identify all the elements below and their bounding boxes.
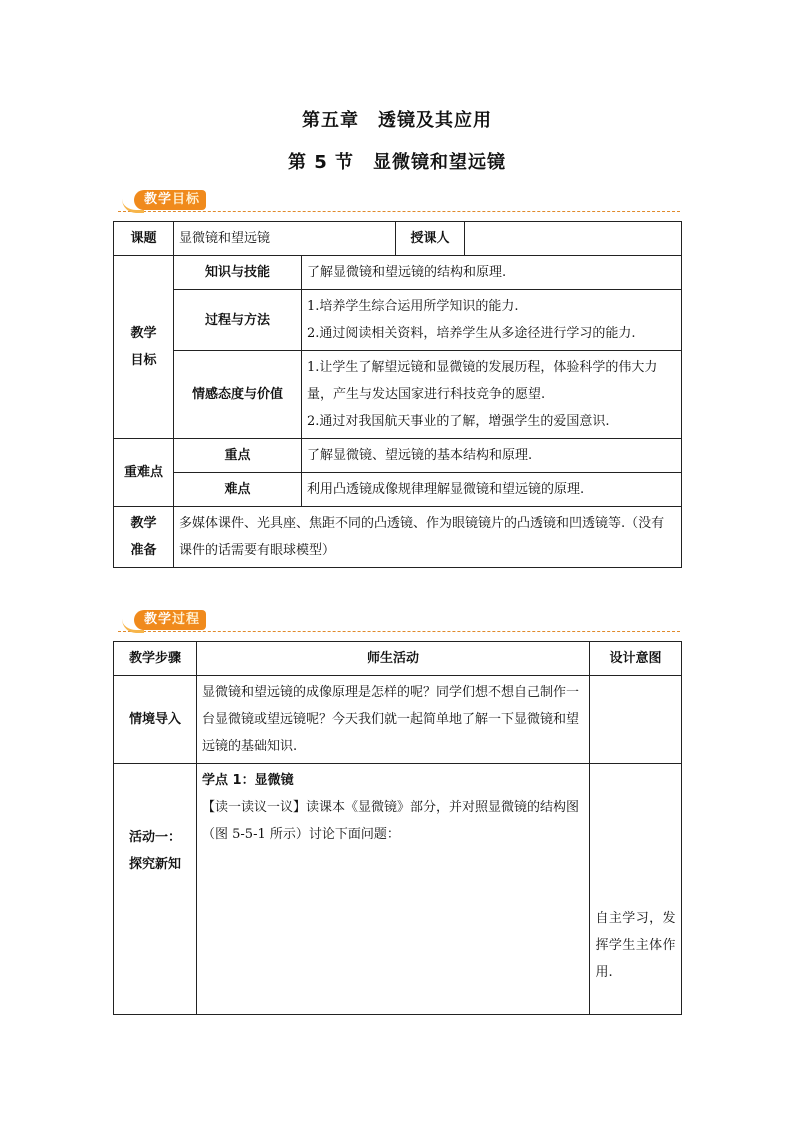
- prep-label: 教学 准备: [114, 507, 174, 568]
- diff-text: 利用凸透镜成像规律理解显微镜和望远镜的原理.: [302, 473, 682, 507]
- table-row: [114, 439, 682, 473]
- table-row: [114, 676, 682, 764]
- banner-sub-text: 目标: [172, 192, 201, 207]
- emotion-text: 1.让学生了解望远镜和显微镜的发展历程，体验科学的伟大力量，产生与发达国家进行科技竞争的愿望. 2.通过对我国航天事业的了解，增强学生的爱国意识.: [302, 351, 682, 439]
- table-row: [114, 351, 682, 439]
- process-text: 1.培养学生综合运用所学知识的能力. 2.通过阅读相关资料，培养学生从多途径进行学习的能力.: [302, 290, 682, 351]
- col-step-header: 教学步骤: [114, 642, 197, 676]
- process-label: 过程与方法: [174, 290, 302, 351]
- emotion-label: 情感态度与价值: [174, 351, 302, 439]
- process-table: [113, 641, 682, 1015]
- banner-label: [134, 190, 206, 210]
- chapter-title: 第五章 透镜及其应用: [302, 110, 492, 131]
- col-activity-header: 师生活动: [197, 642, 590, 676]
- banner-sub-text: 过程: [172, 612, 201, 627]
- knowledge-text: 了解显微镜和望远镜的结构和原理.: [302, 256, 682, 290]
- prep-text: 多媒体课件、光具座、焦距不同的凸透镜、作为眼镜镜片的凸透镜和凹透镜等.（没有课件的话需要有眼球模型）: [174, 507, 682, 568]
- row2-intent: 自主学习，发挥学生主体作用.: [590, 764, 682, 1015]
- table-row: [114, 222, 682, 256]
- col-intent-header: 设计意图: [590, 642, 682, 676]
- table-row: [114, 507, 682, 568]
- topic-label: 课题: [114, 222, 174, 256]
- table-row: [114, 256, 682, 290]
- banner-dashed-line: [118, 211, 680, 212]
- row1-step: 情境导入: [114, 676, 197, 764]
- row2-activity: [197, 764, 590, 1015]
- section-title: 第 5 节 显微镜和望远镜: [287, 152, 507, 173]
- banner-main-text: 教学: [144, 192, 173, 207]
- process-banner: [118, 608, 680, 634]
- row2-step: 活动一： 探究新知: [114, 764, 197, 1015]
- banner-dashed-line: [118, 631, 680, 632]
- table-row: [114, 290, 682, 351]
- banner-main-text: 教学: [144, 612, 173, 627]
- topic-value: 显微镜和望远镜: [174, 222, 396, 256]
- teacher-label: 授课人: [396, 222, 465, 256]
- banner-label: [134, 610, 206, 630]
- learning-point-title: 学点 1：显微镜: [202, 773, 294, 788]
- goals-table: [113, 221, 682, 568]
- key-label: 重点: [174, 439, 302, 473]
- table-row: [114, 642, 682, 676]
- keydiff-label: 重难点: [114, 439, 174, 507]
- row1-intent: [590, 676, 682, 764]
- knowledge-label: 知识与技能: [174, 256, 302, 290]
- diff-label: 难点: [174, 473, 302, 507]
- goals-banner: [118, 188, 680, 214]
- table-row: [114, 473, 682, 507]
- row1-activity: 显微镜和望远镜的成像原理是怎样的呢？同学们想不想自己制作一台显微镜或望远镜呢？今天我们就一起简单地了解一下显微镜和望远镜的基础知识.: [197, 676, 590, 764]
- teacher-value: [465, 222, 682, 256]
- goals-label: 教学 目标: [114, 256, 174, 439]
- learning-point-text: 【读一读议一议】读课本《显微镜》部分，并对照显微镜的结构图（图 5-5-1 所示）讨论下面问题：: [202, 800, 580, 842]
- key-text: 了解显微镜、望远镜的基本结构和原理.: [302, 439, 682, 473]
- table-row: [114, 764, 682, 1015]
